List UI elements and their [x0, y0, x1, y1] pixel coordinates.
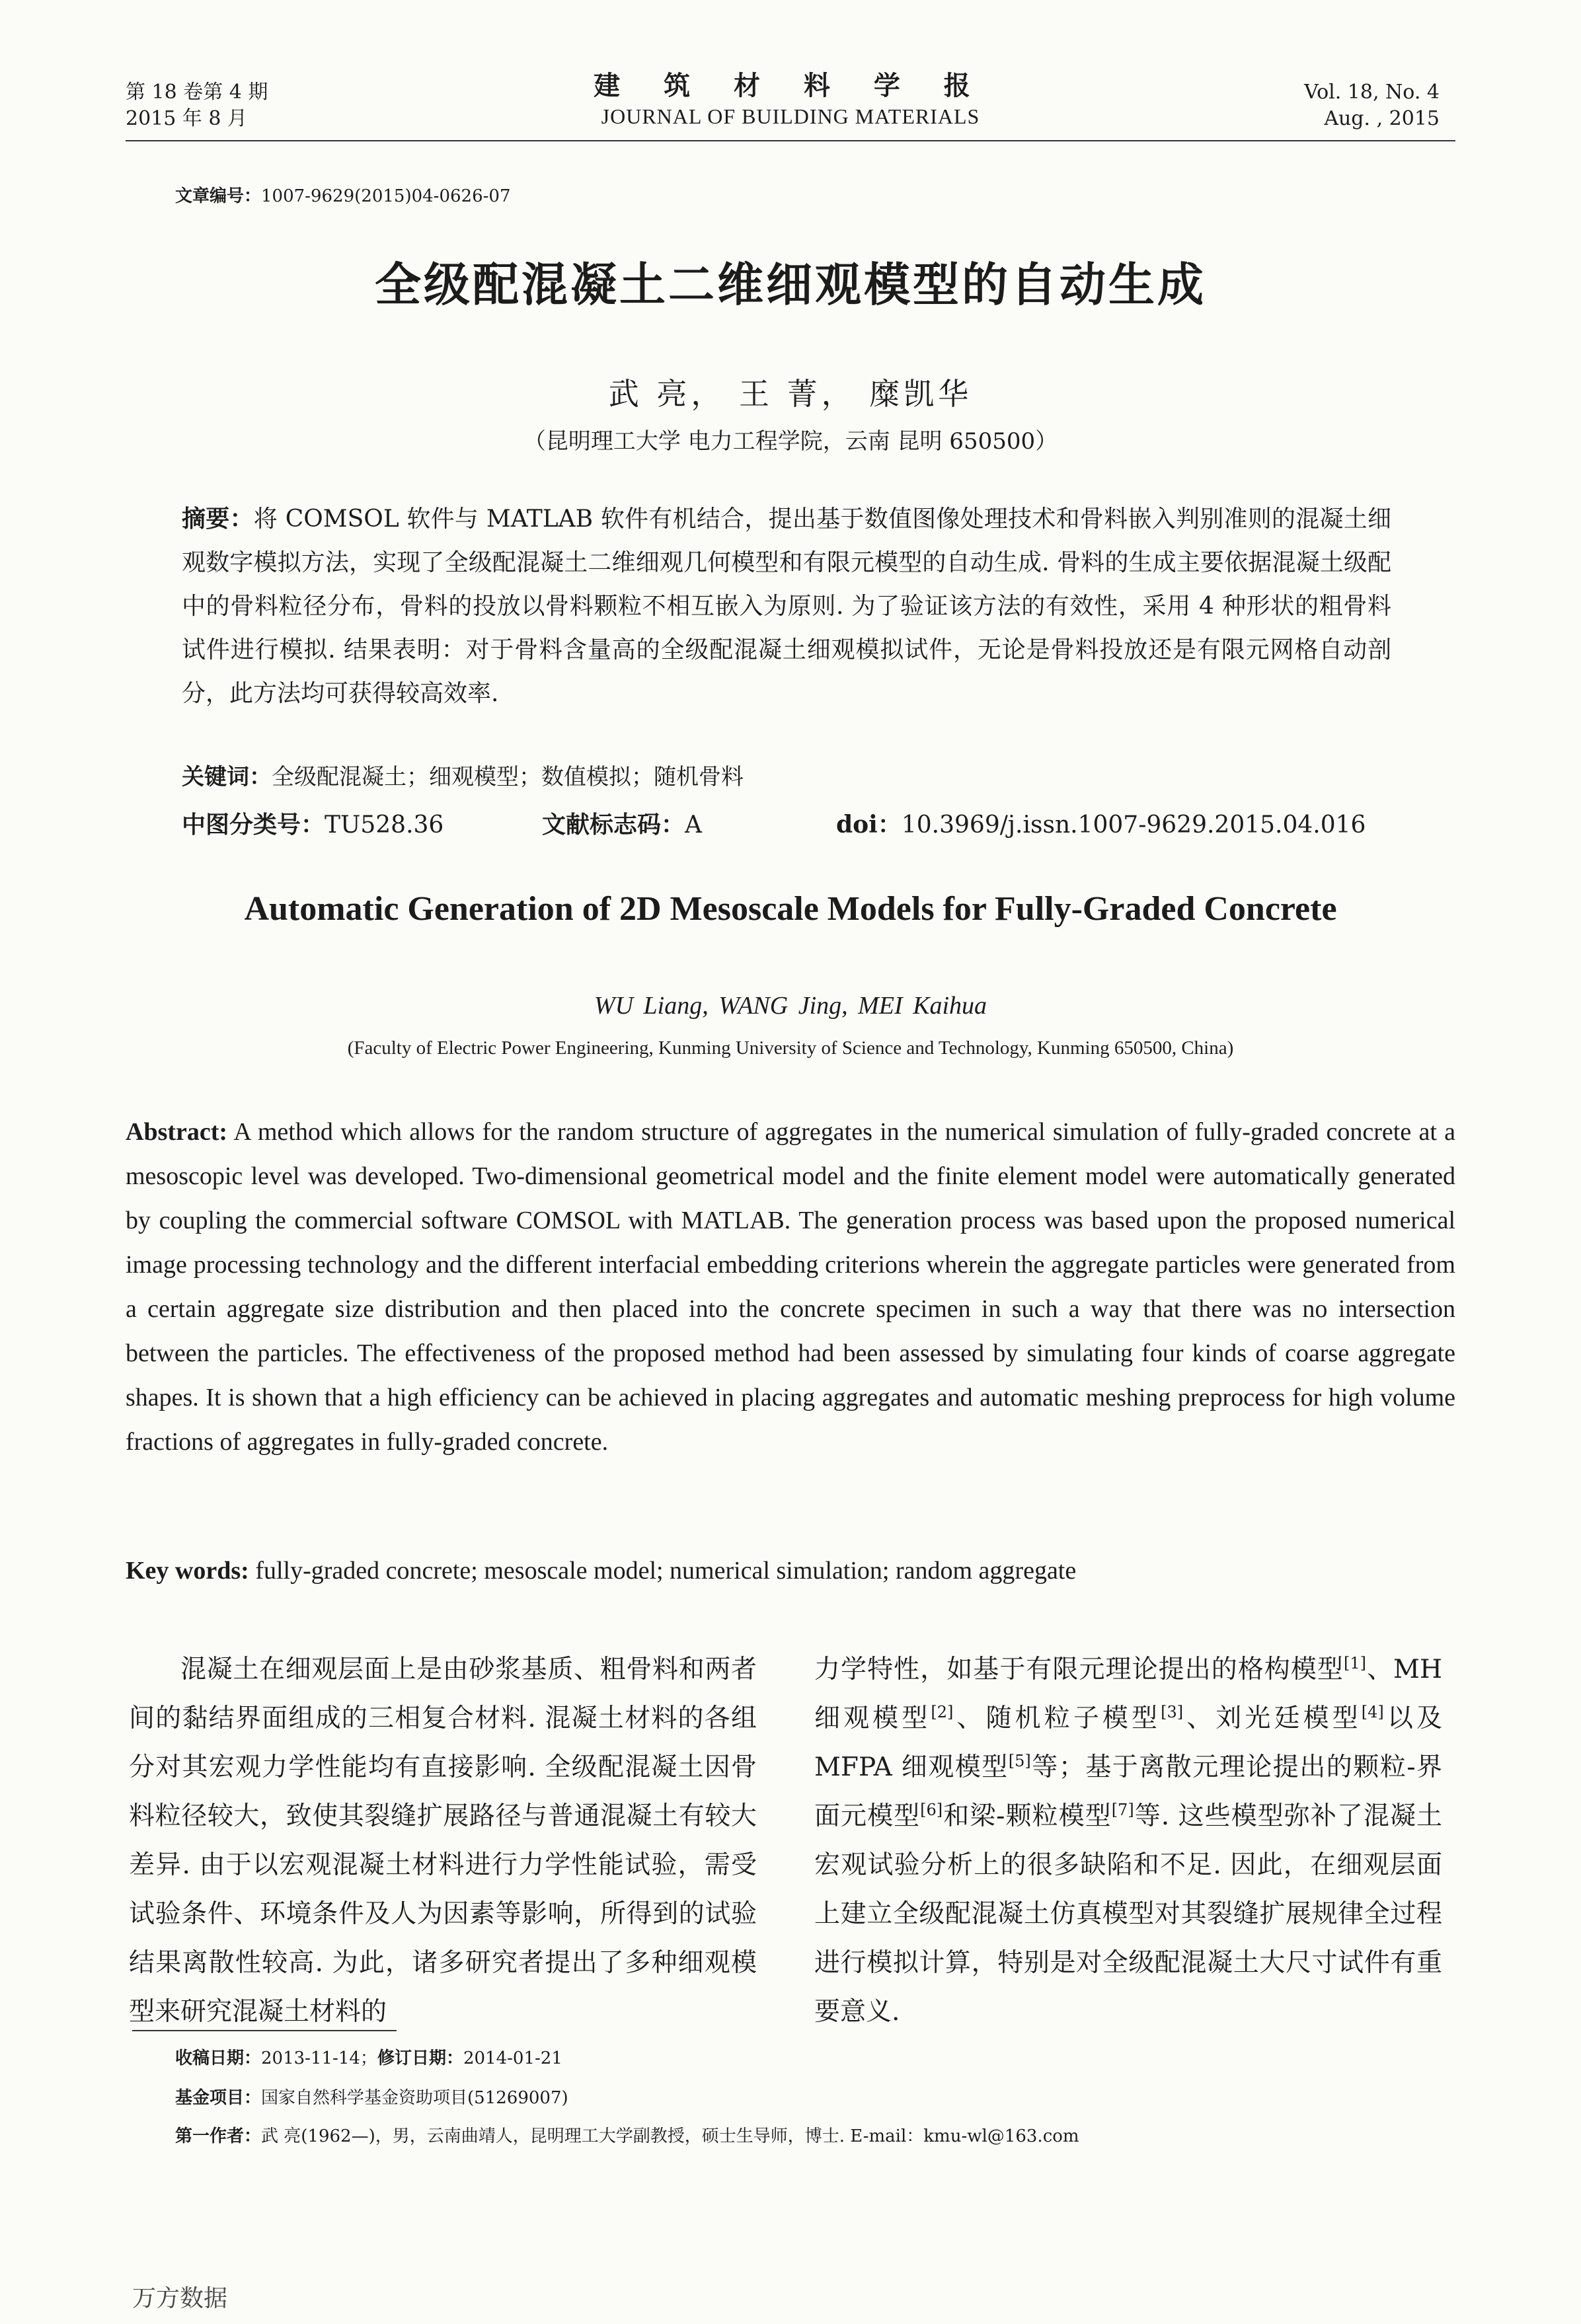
- volume-issue: 第 18 卷第 4 期: [126, 81, 268, 104]
- reference-1[interactable]: [1]: [1343, 1654, 1366, 1672]
- reference-6[interactable]: [6]: [920, 1801, 943, 1819]
- body-text: 、随机粒子模型: [953, 1704, 1161, 1733]
- abstract-en: [126, 1110, 1455, 1464]
- footnote-funding: [175, 2085, 568, 2111]
- footnote-dates: 收稿日期：2013-11-14；修订日期：2014-01-21: [175, 2048, 562, 2068]
- received-date: 2013-11-14: [261, 2048, 360, 2068]
- keywords-en-text: fully-graded concrete; mesoscale model; numerical simulation; random aggregate: [255, 1557, 1077, 1585]
- footnote-author: [175, 2123, 1079, 2150]
- journal-volume-en: [1304, 79, 1440, 132]
- affiliation-en: (Faculty of Electric Power Engineering, Kunming University of Science and Technology, Kunming 650500, China): [347, 1037, 1234, 1059]
- body-text: 以及 MFPA 细观模型: [814, 1704, 1442, 1782]
- reference-2[interactable]: [2]: [931, 1703, 954, 1721]
- body-text: 、刘光廷模型: [1183, 1704, 1362, 1733]
- volume-issue-en: Vol. 18, No. 4: [1304, 81, 1440, 104]
- issue-date: 2015 年 8 月: [126, 107, 248, 130]
- body-text: 力学特性，如基于有限元理论提出的格构模型: [814, 1655, 1344, 1684]
- body-text: 等；基于离散元理论提出的颗粒-界面元模型: [814, 1752, 1442, 1831]
- keywords-cn-text: 全级配混凝土；细观模型；数值模拟；随机骨料: [272, 764, 744, 790]
- revised-date: 2014-01-21: [463, 2048, 562, 2068]
- abstract-cn-label: 摘要：: [182, 505, 254, 533]
- reference-3[interactable]: [3]: [1161, 1703, 1184, 1721]
- issue-date-en: Aug. , 2015: [1324, 107, 1440, 130]
- title-en: Automatic Generation of 2D Mesoscale Models for Fully-Graded Concrete: [244, 890, 1337, 928]
- clc-number: [182, 806, 443, 840]
- affiliation-cn: （昆明理工大学 电力工程学院，云南 昆明 650500）: [523, 428, 1058, 455]
- clc-label: 中图分类号：: [182, 811, 325, 839]
- fund-text: 国家自然科学基金资助项目(51269007): [261, 2088, 568, 2108]
- doi-label: doi：: [836, 811, 902, 839]
- keywords-cn: [182, 759, 744, 791]
- body-text: 等. 这些模型弥补了混凝土宏观试验分析上的很多缺陷和不足. 因此，在细观层面上建立全级配混凝土仿真模型对其裂缝扩展规律全过程进行模拟计算，特别是对全级配混凝土大尺寸试件有重要意义.: [814, 1801, 1442, 2027]
- abstract-en-text: A method which allows for the random structure of aggregates in the numerical simulation of fully-graded concrete at a mesoscopic level was developed. Two-dimensional geometrical model and the finite element model were automatically generated by coupling the commercial software COMSOL with MATLAB. The generation process was based upon the proposed numerical image processing technology and the different interfacial embedding criterions wherein the aggregate particles were generated from a certain aggregate size distribution and then placed into the concrete specimen in such a way that there was no intersection between the particles. The effectiveness of the proposed method had been assessed by simulating four kinds of coarse aggregate shapes. It is shown that a high efficiency can be achieved in placing aggregates and automatic meshing preprocess for high volume fractions of aggregates in fully-graded concrete.: [126, 1118, 1456, 1456]
- journal-name-cn: 建 筑 材 料 学 报: [594, 70, 987, 101]
- clc-value: TU528.36: [325, 811, 444, 839]
- keywords-en: [126, 1556, 1076, 1585]
- keywords-en-label: Key words:: [126, 1557, 249, 1585]
- document-code: [542, 806, 702, 840]
- body-left-column: 混凝土在细观层面上是由砂浆基质、粗骨料和两者间的黏结界面组成的三相复合材料. 混凝土材料的各组分对其宏观力学性能均有直接影响. 全级配混凝土因骨料粒径较大，致使其裂缝扩展路径与普通混凝土有较大差异. 由于以宏观混凝土材料进行力学性能试验，需受试验条件、环境条件及人为因素等影响，所得到的试验结果离散性较高. 为此，诸多研究者提出了多种细观模型来研究混凝土材料的: [129, 1655, 757, 2027]
- footnote-rule: [132, 2030, 397, 2031]
- fund-label: 基金项目：: [175, 2088, 262, 2108]
- article-number: [175, 182, 511, 207]
- doi: [836, 806, 1366, 840]
- abstract-en-label: Abstract:: [126, 1118, 228, 1146]
- article-number-value: 1007-9629(2015)04-0626-07: [261, 186, 511, 206]
- reference-4[interactable]: [4]: [1361, 1703, 1384, 1721]
- journal-name-en: JOURNAL OF BUILDING MATERIALS: [601, 104, 980, 128]
- body-right-column: [814, 1645, 1442, 2037]
- reference-7[interactable]: [7]: [1111, 1801, 1134, 1819]
- header-rule: [126, 140, 1455, 141]
- abstract-cn: [182, 497, 1391, 716]
- revised-label: 修订日期：: [377, 2048, 463, 2068]
- document-code-value: A: [685, 811, 703, 839]
- authors-cn: 武 亮， 王 菁， 糜凯华: [608, 376, 973, 412]
- document-code-label: 文献标志码：: [542, 811, 685, 839]
- article-number-label: 文章编号：: [175, 186, 262, 206]
- keywords-cn-label: 关键词：: [182, 764, 272, 790]
- first-author-text: 武 亮(1962—)，男，云南曲靖人，昆明理工大学副教授，硕士生导师，博士. E-mail：kmu-wl@163.com: [261, 2126, 1079, 2146]
- reference-5[interactable]: [5]: [1008, 1752, 1031, 1770]
- first-author-label: 第一作者：: [175, 2126, 262, 2146]
- body-text: 和梁-颗粒模型: [943, 1801, 1112, 1831]
- database-watermark: 万方数据: [132, 2285, 228, 2312]
- body-text: 、MH 细观模型: [814, 1655, 1442, 1733]
- received-label: 收稿日期：: [175, 2048, 262, 2068]
- abstract-cn-text: 将 COMSOL 软件与 MATLAB 软件有机结合，提出基于数值图像处理技术和骨料嵌入判别准则的混凝土细观数字模拟方法，实现了全级配混凝土二维细观几何模型和有限元模型的自动生成. 骨料的生成主要依据混凝土级配中的骨料粒径分布，骨料的投放以骨料颗粒不相互嵌入为原则. 为了验证该方法的有效性，采用 4 种形状的粗骨料试件进行模拟. 结果表明：对于骨料含量高的全级配混凝土细观模拟试件，无论是骨料投放还是有限元网格自动剖分，此方法均可获得较高效率.: [182, 506, 1391, 707]
- doi-value: 10.3969/j.issn.1007-9629.2015.04.016: [901, 811, 1366, 839]
- authors-en: WU Liang, WANG Jing, MEI Kaihua: [594, 992, 987, 1020]
- title-cn: 全级配混凝土二维细观模型的自动生成: [375, 257, 1206, 312]
